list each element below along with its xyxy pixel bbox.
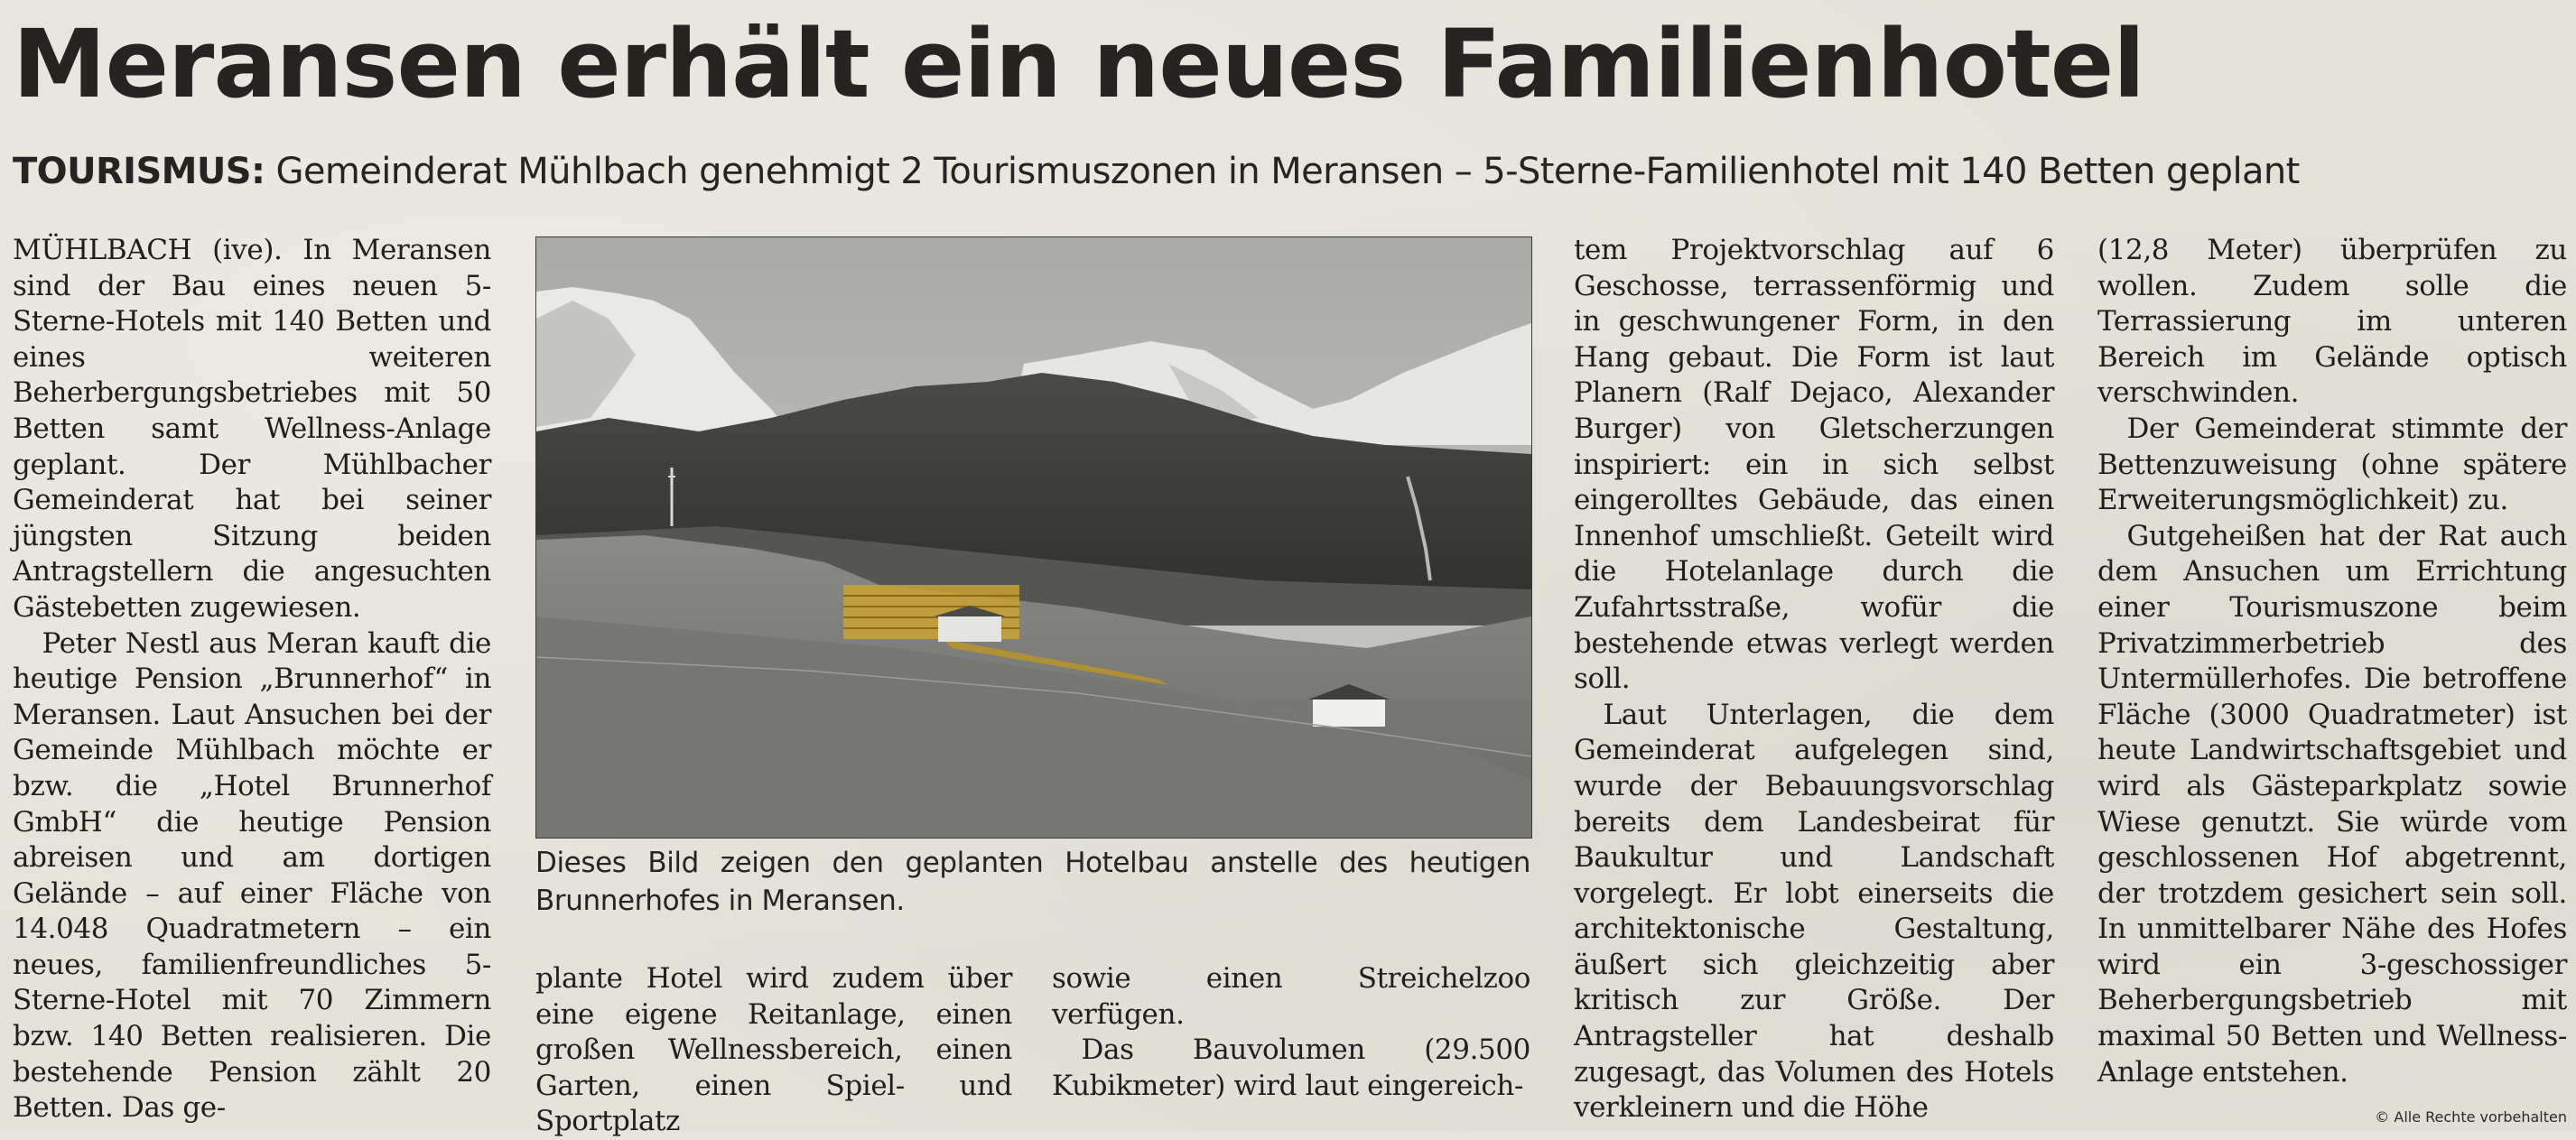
paragraph: MÜHLBACH (ive). In Meransen sind der Bau eines neuen 5-Sterne-Hotels mit 140 Betten und eines weiteren Beherbergungsbetriebes mit 50 Betten samt Wellness-Anlage geplant. Der Mühlbacher Gemeinderat hat bei seiner jüngsten Sitzung beiden Antragstellern die angesuchten Gästebetten zugewiesen.	[13, 234, 491, 624]
subhead-text: Gemeinderat Mühlbach genehmigt 2 Tourismuszonen in Meransen – 5-Sterne-Familienhotel mit 140 Betten geplant	[265, 151, 2300, 192]
subhead-kicker: TOURISMUS:	[13, 151, 265, 192]
paragraph: plante Hotel wird zudem über eine eigene Reitanlage, einen großen Wellnessbereich, einen Garten, einen Spiel- und Sportplatz	[535, 962, 1012, 1138]
paragraph: (12,8 Meter) überprüfen zu wollen. Zudem solle die Terrassierung im unteren Bereich im Gelände optisch verschwinden.	[2097, 234, 2567, 410]
paragraph: Peter Nestl aus Meran kauft die heutige Pension „Brunnerhof“ in Meransen. Laut Ansuchen bei der Gemeinde Mühlbach möchte er bzw. die „Hotel Brunnerhof GmbH“ die heutige Pension abreisen und am dortigen Gelände – auf einer Fläche von 14.048 Quadratmetern – ein neues, familienfreundliches 5-Sterne-Hotel mit 70 Zimmern bzw. 140 Betten realisieren. Die bestehende Pension zählt 20 Betten. Das ge-	[13, 626, 491, 1125]
copyright-notice: © Alle Rechte vorbehalten	[2375, 1108, 2567, 1126]
paragraph: tem Projektvorschlag auf 6 Geschosse, terrassenförmig und in geschwungener Form, in den Hang gebaut. Die Form ist laut Planern (Ralf Dejaco, Alexander Burger) von Gletscherzungen inspiriert: ein in sich selbst eingerolltes Gebäude, das einen Innenhof umschließt. Geteilt wird die Hotelanlage durch die Zufahrtsstraße, wofür die bestehende etwas verlegt werden soll.	[1574, 234, 2054, 696]
hotel-rendering-photo	[535, 236, 1532, 839]
photo-caption: Dieses Bild zeigen den geplanten Hotelbau anstelle des heutigen Brunnerhofes in Meransen.	[535, 847, 1530, 917]
paragraph: sowie einen Streichelzoo verfügen.	[1052, 962, 1530, 1031]
article-subhead	[13, 148, 2300, 195]
landscape-image	[536, 237, 1531, 838]
paragraph: Das Bauvolumen (29.500 Kubikmeter) wird laut eingereich-	[1052, 1033, 1530, 1102]
article-column-5	[2097, 233, 2567, 1090]
paragraph: Gutgeheißen hat der Rat auch dem Ansuchen um Errichtung einer Tourismuszone beim Privatzimmerbetrieb des Untermüllerhofes. Die betroffene Fläche (3000 Quadratmeter) ist heute Landwirtschaftsgebiet und wird als Gästeparkplatz sowie Wiese genutzt. Sie würde vom geschlossenen Hof abgetrennt, der trotzdem gesichert sein soll. In unmittelbarer Nähe des Hofes wird ein 3-geschossiger Beherbergungsbetrieb mit maximal 50 Betten und Wellness-Anlage entstehen.	[2097, 519, 2567, 1089]
article-column-3-bottom	[1052, 961, 1530, 1104]
paragraph: Laut Unterlagen, die dem Gemeinderat aufgelegen sind, wurde der Bebauungsvorschlag bereits dem Landesbeirat für Baukultur und Landschaft vorgelegt. Er lobt einerseits die architektonische Gestaltung, äußert sich gleichzeitig aber kritisch zur Größe. Der Antragsteller hat deshalb zugesagt, das Volumen des Hotels verkleinern und die Höhe	[1574, 698, 2054, 1125]
article-column-1	[13, 233, 491, 1126]
article-headline: Meransen erhält ein neues Familienhotel	[13, 9, 2144, 119]
article-column-2	[535, 961, 1012, 1140]
article-column-4	[1574, 233, 2054, 1126]
paragraph: Der Gemeinderat stimmte der Bettenzuweisung (ohne spätere Erweiterungsmöglichkeit) zu.	[2097, 412, 2567, 517]
